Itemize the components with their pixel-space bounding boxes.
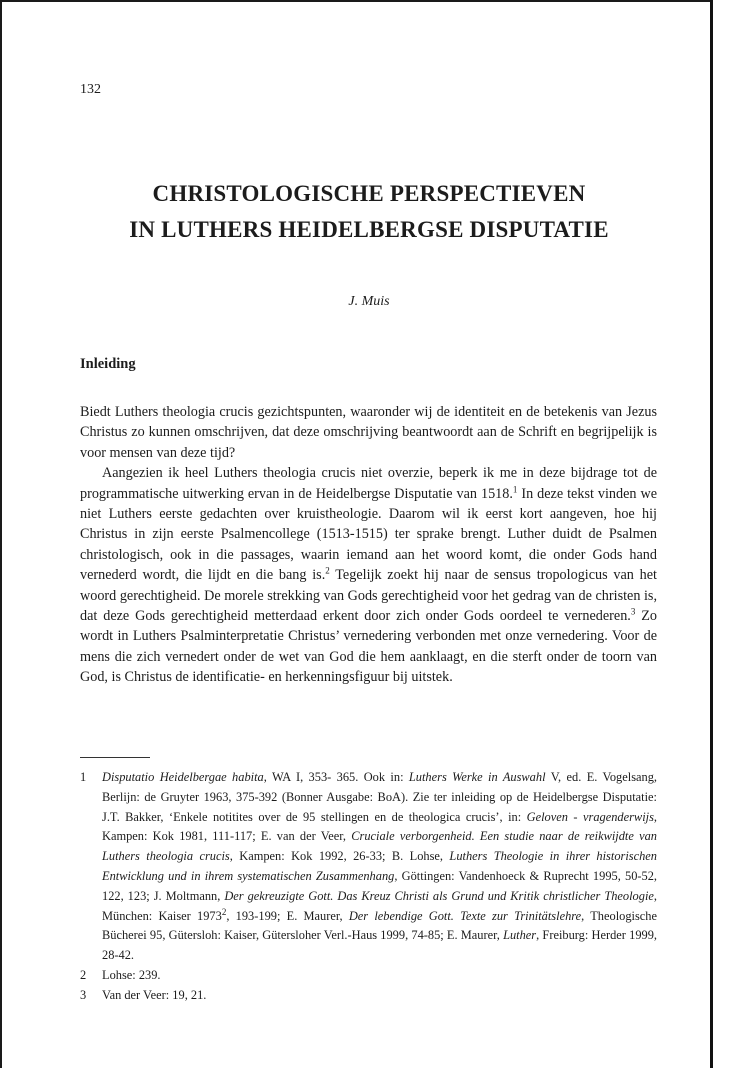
- footnote-2: [80, 966, 657, 986]
- paragraph-2-text: Aangezien ik heel Luthers theologia crucis niet overzie, beperk ik me in deze bijdrage tot de programmatische uitwerking ervan in de Heidelbergse Disputatie van 1518.: [80, 465, 657, 502]
- footnote-text: Lohse: 239.: [102, 967, 161, 982]
- body-text: [80, 402, 657, 688]
- scan-border-right: [710, 0, 713, 1068]
- footnote-title: Luther: [503, 928, 537, 943]
- footnote-number: 1: [80, 770, 87, 784]
- footnote-3: [80, 986, 657, 1006]
- footnote-ref-1[interactable]: 1: [512, 483, 518, 494]
- footnote-ref-2[interactable]: 2: [325, 565, 330, 576]
- footnote-text: Van der Veer: 19, 21.: [102, 987, 207, 1002]
- footnote-title: Der lebendige Gott. Texte zur Trinitätslehre: [348, 908, 582, 923]
- article-author: J. Muis: [348, 294, 390, 309]
- footnote-segment: , WA I, 353- 365. Ook in:: [263, 770, 409, 784]
- footnote-title: Geloven - vragenderwijs: [526, 809, 654, 824]
- footnote-ref-3[interactable]: 3: [630, 606, 636, 617]
- page-number: 132: [80, 82, 101, 97]
- footnotes: [80, 768, 657, 1006]
- footnote-segment: V, ed. E. Vogelsang, Berlijn: de Gruyter 1963, 375-392 (Bonner Ausgabe: BoA). Zie ter inleiding op de Heidelbergse Disputatie: J.T. Bakker, ‘Enkele notitites over de 95 stellingen en de theologica crucis’, in:: [102, 770, 658, 824]
- paragraph-2: [80, 463, 657, 687]
- scan-border-left: [0, 0, 2, 1068]
- footnote-number: 2: [80, 967, 87, 982]
- footnote-divider: [80, 757, 150, 758]
- scan-border-top: [0, 0, 712, 2]
- paragraph-2-text: Tegelijk zoekt hij naar de sensus tropologicus van het woord gerechtigheid. De morele strekking van Gods gerechtigheid voor het gedrag van de christen is, dat deze Gods gerechtigheid metterdaad erkent door zich onder Gods oordeel te vernederen.: [80, 567, 657, 625]
- footnote-title: Disputatio Heidelbergae habita: [102, 770, 264, 784]
- footnote-segment: , Göttingen: Vandenhoeck & Ruprecht 1995, 50-52, 122, 123; J. Moltmann,: [102, 868, 657, 903]
- footnote-1: [80, 768, 657, 966]
- paragraph-2-text: Zo wordt in Luthers Psalminterpretatie Christus’ vernedering verbonden met onze vernedering. Voor de mens die zich vernedert onder de wet van God die hem aanklaagt, en die sterft onder de toorn van God, is Christus de identificatie- en herkenningsfiguur bij uitstek.: [80, 608, 657, 686]
- footnote-segment: , Freiburg: Herder 1999, 28-42.: [102, 928, 658, 963]
- footnote-title: Luthers Theologie in ihrer historischen Entwicklung und in ihrem systematischen Zusammenhang: [102, 849, 657, 883]
- footnote-segment: , Theologische Bücherei 95, Gütersloh: Kaiser, Gütersloher Verl.-Haus 1999, 74-85; E. Maurer,: [102, 908, 657, 943]
- article-title-line-1: CHRISTOLOGISCHE PERSPECTIEVEN: [152, 181, 586, 206]
- footnote-segment: , 193-199; E. Maurer,: [226, 908, 349, 923]
- edition-superscript: 2: [221, 906, 227, 917]
- paragraph-2-text: In deze tekst vinden we niet Luthers eerste gedachten over kruistheologie. Daarom wil ik eerst kort aangeven, hoe hij Christus in zijn eerste Psalmencollege (1513-1515) ter sprake brengt. Luther duidt de Psalmen christologisch, ook in die passages, waarin iemand aan het woord komt, die onder Gods hand vernederd wordt, die lijdt en die bang is.: [80, 485, 657, 584]
- paragraph-1: Biedt Luthers theologia crucis gezichtspunten, waaronder wij de identiteit en de betekenis van Jezus Christus zo kunnen omschrijven, dat deze omschrijving beantwoordt aan de Schrift en begrijpelijk is voor mensen van deze tijd?: [80, 404, 657, 461]
- footnote-segment: , München: Kaiser 1973: [102, 888, 657, 923]
- article-title: [0, 176, 738, 248]
- footnote-title: Cruciale verborgenheid. Een studie naar de reikwijdte van Luthers theologia crucis: [102, 829, 657, 864]
- footnote-title: Der gekreuzigte Gott. Das Kreuz Christi als Grund und Kritik christlicher Theologie: [224, 888, 654, 903]
- footnote-number: 3: [80, 987, 87, 1002]
- article-title-line-2: IN LUTHERS HEIDELBERGSE DISPUTATIE: [129, 217, 609, 242]
- footnote-segment: , Kampen: Kok 1981, 111-117; E. van der Veer,: [102, 809, 658, 844]
- footnote-text: [102, 768, 657, 966]
- footnote-title: Luthers Werke in Auswahl: [408, 770, 546, 784]
- footnote-segment: , Kampen: Kok 1992, 26-33; B. Lohse,: [229, 849, 450, 864]
- section-heading: Inleiding: [80, 356, 136, 372]
